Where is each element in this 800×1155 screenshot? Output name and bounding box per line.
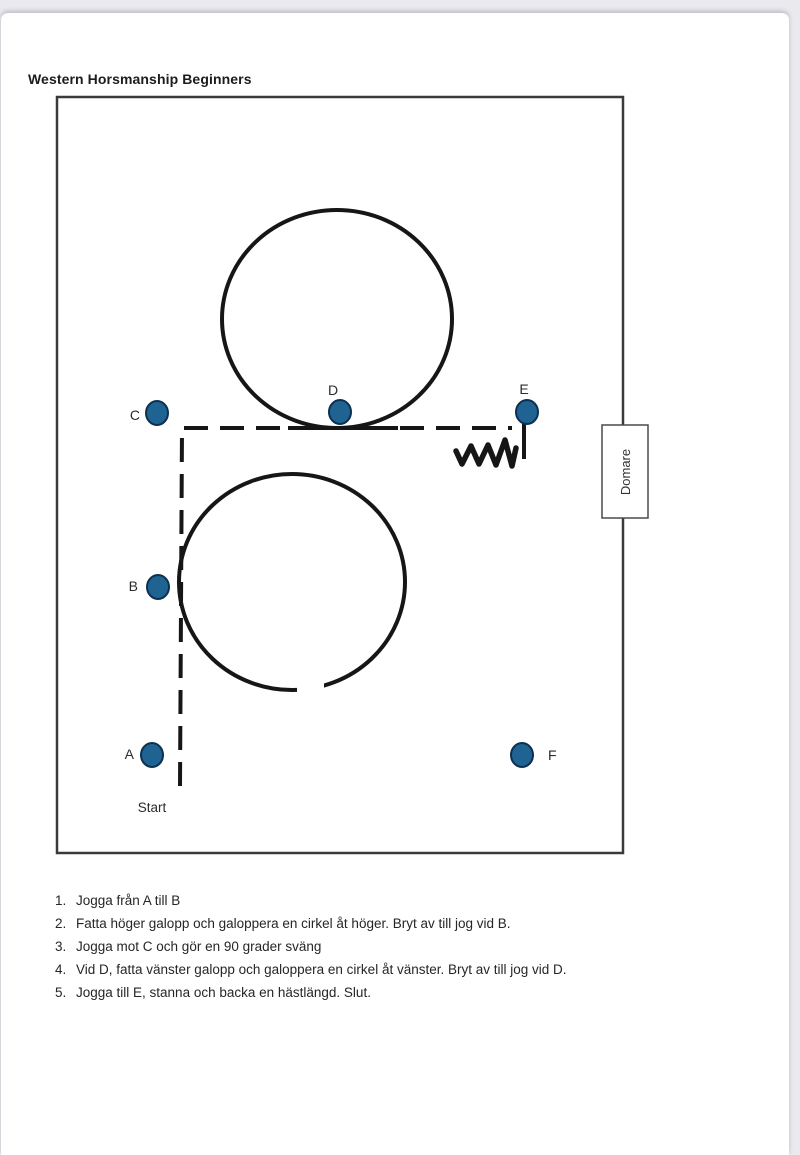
marker-E bbox=[516, 381, 538, 424]
document-page bbox=[1, 13, 789, 1155]
marker-dot bbox=[146, 401, 168, 425]
marker-F bbox=[511, 743, 557, 767]
instruction-text: Fatta höger galopp och galoppera en cirkel åt höger. Bryt av till jog vid B. bbox=[76, 916, 511, 931]
page-title: Western Horsmanship Beginners bbox=[28, 71, 252, 87]
marker-label: D bbox=[327, 382, 339, 398]
marker-label: C bbox=[129, 407, 140, 423]
marker-B bbox=[129, 575, 169, 599]
marker-dot bbox=[511, 743, 533, 767]
judge-label: Domare bbox=[618, 448, 633, 496]
backup-zigzag bbox=[456, 440, 516, 466]
marker-dot bbox=[516, 400, 538, 424]
marker-dot bbox=[141, 743, 163, 767]
instruction-text: Jogga mot C och gör en 90 grader sväng bbox=[76, 939, 322, 954]
instruction-number: 3. bbox=[55, 939, 67, 954]
instruction-text: Jogga till E, stanna och backa en hästlängd. Slut. bbox=[76, 985, 371, 1000]
marker-C bbox=[130, 401, 168, 425]
marker-A bbox=[125, 743, 163, 767]
instruction-item bbox=[55, 958, 705, 981]
instruction-item bbox=[55, 981, 705, 1004]
markers-layer bbox=[125, 381, 557, 767]
marker-label: F bbox=[548, 747, 557, 763]
instruction-number: 2. bbox=[55, 916, 67, 931]
instruction-item bbox=[55, 935, 705, 958]
start-label: Start bbox=[137, 800, 167, 815]
instruction-number: 5. bbox=[55, 985, 67, 1000]
jog-path-dashed-line bbox=[180, 428, 512, 786]
instruction-list bbox=[55, 889, 705, 1004]
instruction-item bbox=[55, 912, 705, 935]
instruction-number: 4. bbox=[55, 962, 67, 977]
instruction-text: Vid D, fatta vänster galopp och galoppera en cirkel åt vänster. Bryt av till jog vid D. bbox=[76, 962, 567, 977]
instruction-number: 1. bbox=[55, 893, 67, 908]
judge-box bbox=[602, 425, 648, 518]
marker-dot bbox=[147, 575, 169, 599]
circle-gap bbox=[297, 678, 324, 696]
bottom-lope-circle bbox=[179, 474, 405, 690]
instruction-item bbox=[55, 889, 705, 912]
marker-label: A bbox=[124, 746, 134, 762]
marker-D bbox=[328, 382, 351, 424]
marker-dot bbox=[329, 400, 351, 424]
marker-label: E bbox=[519, 381, 529, 397]
marker-label: B bbox=[128, 578, 138, 594]
instruction-text: Jogga från A till B bbox=[76, 893, 181, 908]
